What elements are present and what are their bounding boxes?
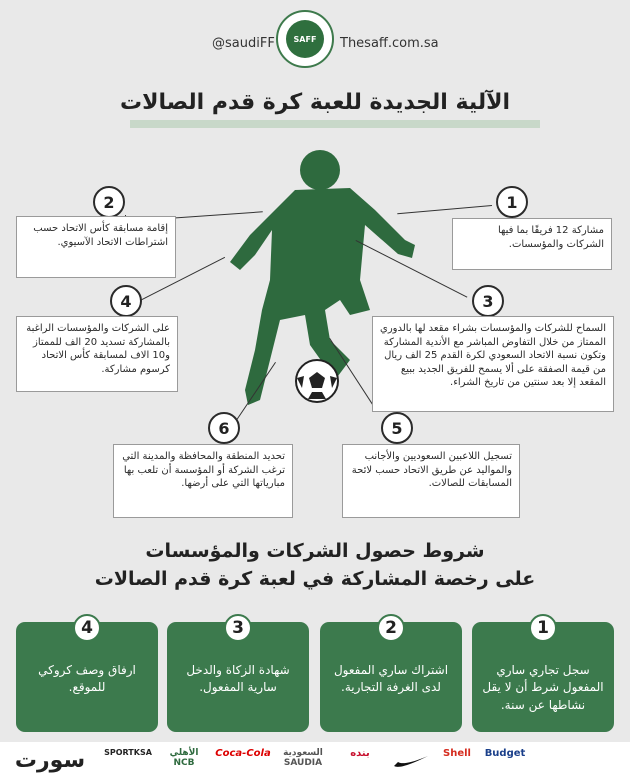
- condition-text-3: شهادة الزكاة والدخل سارية المفعول.: [186, 663, 290, 695]
- condition-card-1: [472, 617, 614, 732]
- sponsor-sportksa-logo: SPORTKSA: [104, 748, 152, 757]
- sponsor-panda-logo: بنده: [350, 748, 370, 759]
- point-number-6: 6: [208, 412, 240, 444]
- condition-card-3: [167, 617, 309, 732]
- point-number-2: 2: [93, 186, 125, 218]
- page-title: الآلية الجديدة للعبة كرة قدم الصالات: [119, 90, 511, 115]
- point-text-1: مشاركة 12 فريقًا بما فيها الشركات والمؤسسات.: [452, 218, 612, 270]
- point-number-1: 1: [496, 186, 528, 218]
- twitter-handle: @saudiFF: [212, 36, 275, 51]
- sponsor-budget-logo: Budget: [484, 748, 526, 759]
- point-number-4: 4: [110, 285, 142, 317]
- condition-text-4: ارفاق وصف كروكي للموقع.: [38, 663, 136, 695]
- condition-number-1: 1: [529, 614, 557, 642]
- sponsor-shell-logo: Shell: [443, 748, 471, 759]
- condition-card-2: [320, 617, 462, 732]
- condition-text-1: سجل تجاري ساري المفعول شرط أن لا يقل نشاطها عن سنة.: [482, 663, 604, 712]
- saff-logo-text: SAFF: [286, 20, 324, 58]
- condition-text-2: اشتراك ساري المفعول لدى الغرفة التجارية.: [333, 663, 449, 695]
- condition-card-4: [16, 617, 158, 732]
- sponsor-sort-logo: سورت: [14, 748, 86, 773]
- point-text-3: السماح للشركات والمؤسسات بشراء مقعد لها بالدوري الممتاز من خلال التفاوض المباشر مع الأندية المشاركة وتكون نسبة الاتحاد السعودي لكرة القدم 25 الف ريال من قيمة الصفقة على ألا يسمح للفريق الجديد ببيع المقعد إلا بعد سنتين من تاريخ الشراء.: [372, 316, 614, 412]
- condition-number-4: 4: [73, 614, 101, 642]
- website-url: Thesaff.com.sa: [340, 36, 439, 51]
- sponsor-saudia-logo: السعودية SAUDIA: [283, 748, 323, 768]
- conditions-title-line1: شروط حصول الشركات والمؤسسات: [145, 540, 485, 562]
- sponsor-cocacola-logo: Coca-Cola: [215, 748, 271, 759]
- sponsor-ncb-logo: الأهلي NCB: [169, 748, 199, 768]
- point-text-2: إقامة مسابقة كأس الاتحاد حسب اشتراطات الاتحاد الآسيوي.: [16, 216, 176, 278]
- condition-number-2: 2: [377, 614, 405, 642]
- nike-swoosh-icon: [392, 752, 430, 770]
- point-text-5: تسجيل اللاعبين السعوديين والأجانب والمواليد عن طريق الاتحاد حسب لائحة المسابقات للصالات.: [342, 444, 520, 518]
- point-text-6: تحديد المنطقة والمحافظة والمدينة التي ترغب الشركة أو المؤسسة أن تلعب بها مبارياتها التي على أرضها.: [113, 444, 293, 518]
- title-underline: [130, 120, 540, 128]
- point-text-4: على الشركات والمؤسسات الراغبة بالمشاركة تسديد 20 الف للممتاز و10 الاف لمسابقة كأس الاتحاد كرسوم مشاركة.: [16, 316, 178, 392]
- point-number-3: 3: [472, 285, 504, 317]
- conditions-title-line2: على رخصة المشاركة في لعبة كرة قدم الصالات: [94, 568, 536, 590]
- condition-number-3: 3: [224, 614, 252, 642]
- point-number-5: 5: [381, 412, 413, 444]
- saff-logo: [276, 10, 334, 68]
- football-icon: [294, 358, 340, 404]
